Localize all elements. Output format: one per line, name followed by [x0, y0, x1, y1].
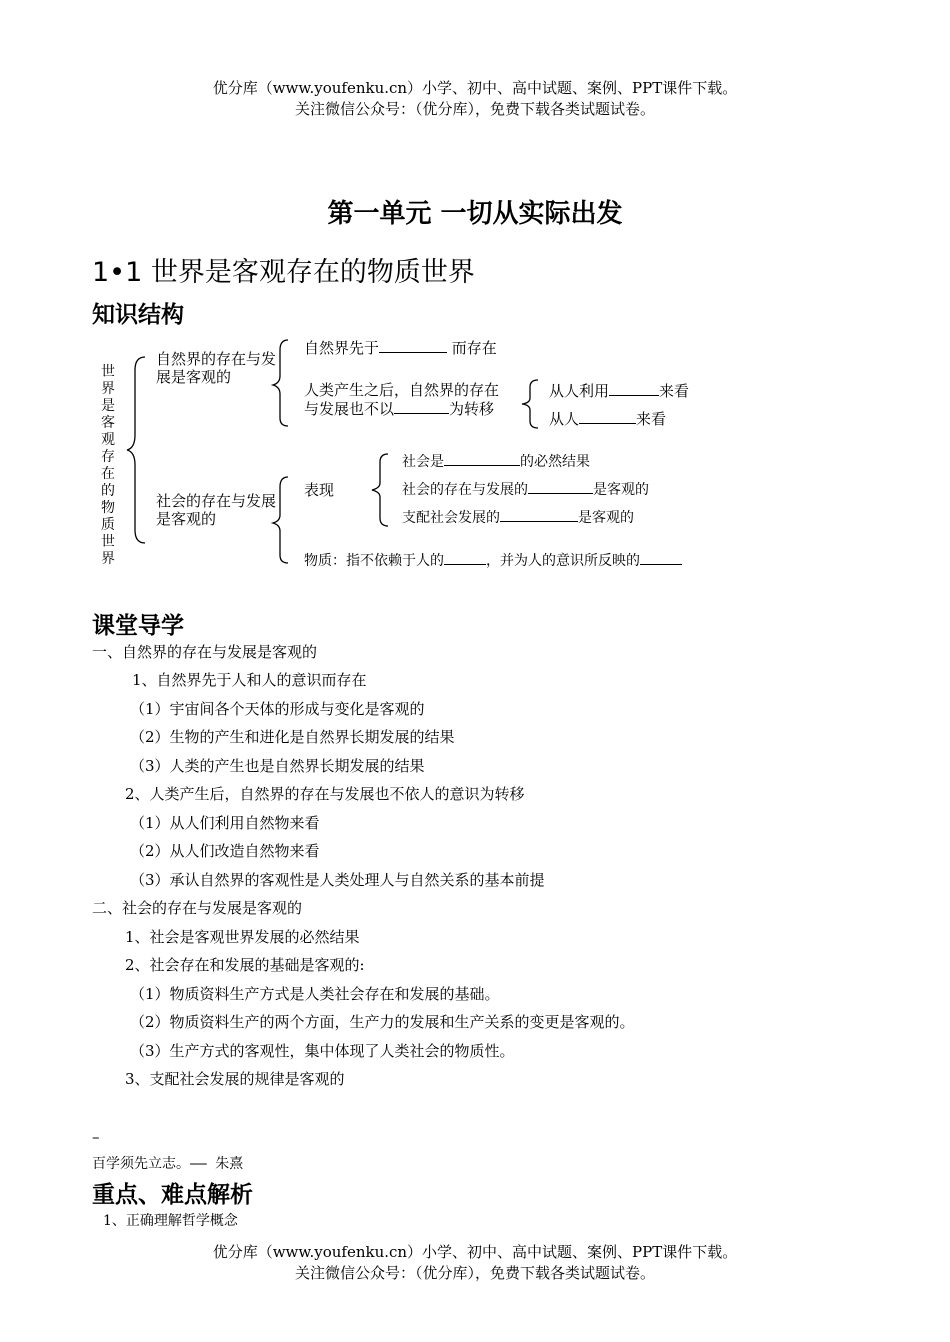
nature-brace — [270, 338, 295, 428]
branch-nature: 自然界的存在与发展是客观的 — [156, 350, 277, 386]
keypoints-item-1: 1、正确理解哲学概念 — [103, 1213, 238, 1229]
unit-title: 第一单元 一切从实际出发 — [327, 199, 623, 229]
guide-line: 1、社会是客观世界发展的必然结果 — [125, 928, 360, 946]
nature-sub-2: 从人 来看 — [549, 410, 667, 428]
header-line-1: 优分库（www.youfenku.cn）小学、初中、高中试题、案例、PPT课件下载。 — [212, 79, 738, 97]
society-sub-3: 支配社会发展的 是客观的 — [402, 507, 634, 527]
nature-sub-1: 从人利用 来看 — [549, 382, 690, 400]
matter-definition: 物质：指不依赖于人的 ，并为人的意识所反映的 — [304, 550, 682, 570]
guide-line: 3、支配社会发展的规律是客观的 — [125, 1070, 345, 1088]
lesson-title: 1•1 世界是客观存在的物质世界 — [92, 257, 475, 288]
guide-line: （2）物质资料生产的两个方面，生产力的发展和生产关系的变更是客观的。 — [130, 1013, 635, 1031]
footnote-dash: – — [92, 1128, 100, 1146]
guide-line: 2、人类产生后，自然界的存在与发展也不依人的意识为转移 — [125, 785, 525, 803]
nature-item-2-line-1: 人类产生之后，自然界的存在 — [304, 381, 500, 399]
nature-sub-brace — [518, 378, 543, 430]
keypoints-heading: 重点、难点解析 — [92, 1182, 253, 1208]
root-brace — [125, 355, 155, 545]
footer-line-2: 关注微信公众号：（优分库），免费下载各类试题试卷。 — [294, 1264, 655, 1282]
society-sub-2: 社会的存在与发展的 是客观的 — [402, 479, 649, 499]
structure-root: 世界是客观存在的物质世界 — [101, 364, 115, 567]
header-line-2: 关注微信公众号：（优分库），免费下载各类试题试卷。 — [294, 100, 655, 118]
nature-item-2-line-2: 与发展也不以 为转移 — [304, 400, 495, 418]
society-sub-brace — [368, 452, 393, 528]
guide-line: （3）人类的产生也是自然界长期发展的结果 — [130, 757, 425, 775]
footer-line-1: 优分库（www.youfenku.cn）小学、初中、高中试题、案例、PPT课件下载。 — [212, 1243, 738, 1261]
guide-line: （3）生产方式的客观性，集中体现了人类社会的物质性。 — [130, 1042, 515, 1060]
structure-heading: 知识结构 — [92, 302, 184, 328]
guide-line: （1）物质资料生产方式是人类社会存在和发展的基础。 — [130, 985, 500, 1003]
society-sub-1: 社会是 的必然结果 — [402, 451, 590, 471]
nature-item-1: 自然界先于 而存在 — [304, 339, 497, 357]
guide-line: 一、自然界的存在与发展是客观的 — [92, 643, 318, 661]
guide-line: 2、社会存在和发展的基础是客观的: — [125, 956, 365, 974]
society-brace — [270, 475, 295, 565]
guide-heading: 课堂导学 — [92, 613, 184, 639]
guide-line: （3）承认自然界的客观性是人类处理人与自然关系的基本前提 — [130, 871, 545, 889]
guide-line: 1、自然界先于人和人的意识而存在 — [132, 671, 367, 689]
branch-society: 社会的存在与发展是客观的 — [156, 492, 277, 528]
footnote-quote: 百学须先立志。—— 朱熹 — [92, 1156, 244, 1172]
guide-line: 二、社会的存在与发展是客观的 — [92, 899, 303, 917]
guide-line: （1）从人们利用自然物来看 — [130, 814, 320, 832]
guide-line: （1）宇宙间各个天体的形成与变化是客观的 — [130, 700, 425, 718]
society-label: 表现 — [304, 481, 335, 499]
guide-line: （2）从人们改造自然物来看 — [130, 842, 320, 860]
guide-line: （2）生物的产生和进化是自然界长期发展的结果 — [130, 728, 455, 746]
